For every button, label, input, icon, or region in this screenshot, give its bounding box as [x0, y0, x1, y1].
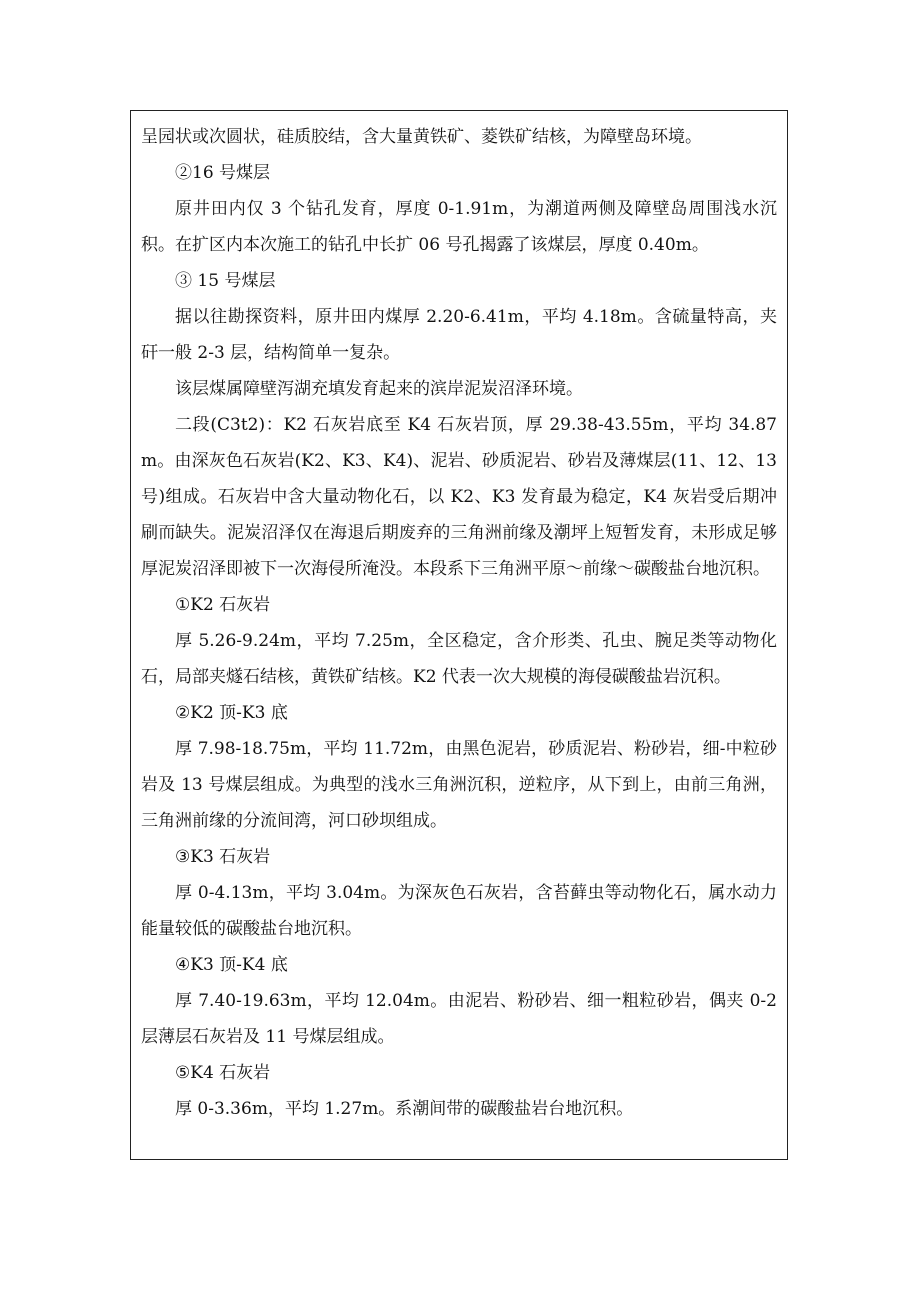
heading-k3-limestone: ③K3 石灰岩: [175, 847, 271, 867]
paragraph-k3-limestone: 厚 0-4.13m，平均 3.04m。为深灰色石灰岩，含苔藓虫等动物化石，属水动力能量较低的碳酸盐台地沉积。: [141, 883, 777, 939]
document-content: [141, 119, 777, 1127]
heading-k3-top-k4-bottom: ④K3 顶-K4 底: [175, 955, 288, 975]
paragraph-coal-seam-16: 原井田内仅 3 个钻孔发育，厚度 0-1.91m，为潮道两侧及障壁岛周围浅水沉积。在扩区内本次施工的钻孔中长扩 06 号孔揭露了该煤层，厚度 0.40m。: [141, 199, 777, 255]
paragraph-k2-limestone: 厚 5.26-9.24m，平均 7.25m，全区稳定，含介形类、孔虫、腕足类等动物化石，局部夹燧石结核，黄铁矿结核。K2 代表一次大规模的海侵碳酸盐岩沉积。: [141, 631, 777, 687]
paragraph-coal-seam-15: 据以往勘探资料，原井田内煤厚 2.20-6.41m，平均 4.18m。含硫量特高，夹矸一般 2-3 层，结构简单一复杂。: [141, 307, 777, 363]
paragraph-k3-top-k4-bottom: 厚 7.40-19.63m，平均 12.04m。由泥岩、粉砂岩、细一粗粒砂岩，偶夹 0-2 层薄层石灰岩及 11 号煤层组成。: [141, 991, 777, 1047]
heading-k2-limestone: ①K2 石灰岩: [175, 595, 271, 615]
paragraph-continuation: 呈园状或次圆状，硅质胶结，含大量黄铁矿、菱铁矿结核，为障壁岛环境。: [141, 127, 702, 147]
paragraph-coal-seam-15-environment: 该层煤属障壁泻湖充填发育起来的滨岸泥炭沼泽环境。: [175, 379, 583, 399]
heading-k4-limestone: ⑤K4 石灰岩: [175, 1063, 271, 1083]
heading-coal-seam-15: ③ 15 号煤层: [175, 271, 276, 291]
paragraph-k2-top-k3-bottom: 厚 7.98-18.75m，平均 11.72m，由黑色泥岩，砂质泥岩、粉砂岩，细-中粒砂岩及 13 号煤层组成。为典型的浅水三角洲沉积，逆粒序，从下到上，由前三角洲，三角洲前缘的分流间湾，河口砂坝组成。: [141, 739, 777, 831]
document-frame: [130, 110, 788, 1160]
paragraph-k4-limestone: 厚 0-3.36m，平均 1.27m。系潮间带的碳酸盐岩台地沉积。: [175, 1099, 634, 1119]
heading-coal-seam-16: ②16 号煤层: [175, 163, 271, 183]
heading-k2-top-k3-bottom: ②K2 顶-K3 底: [175, 703, 288, 723]
paragraph-section-two: 二段(C3t2)：K2 石灰岩底至 K4 石灰岩顶，厚 29.38-43.55m，平均 34.87m。由深灰色石灰岩(K2、K3、K4)、泥岩、砂质泥岩、砂岩及薄煤层(11、12、13 号)组成。石灰岩中含大量动物化石，以 K2、K3 发育最为稳定，K4 灰岩受后期冲刷而缺失。泥炭沼泽仅在海退后期废弃的三角洲前缘及潮坪上短暂发育，未形成足够厚泥炭沼泽即被下一次海侵所淹没。本段系下三角洲平原～前缘～碳酸盐台地沉积。: [141, 415, 778, 579]
